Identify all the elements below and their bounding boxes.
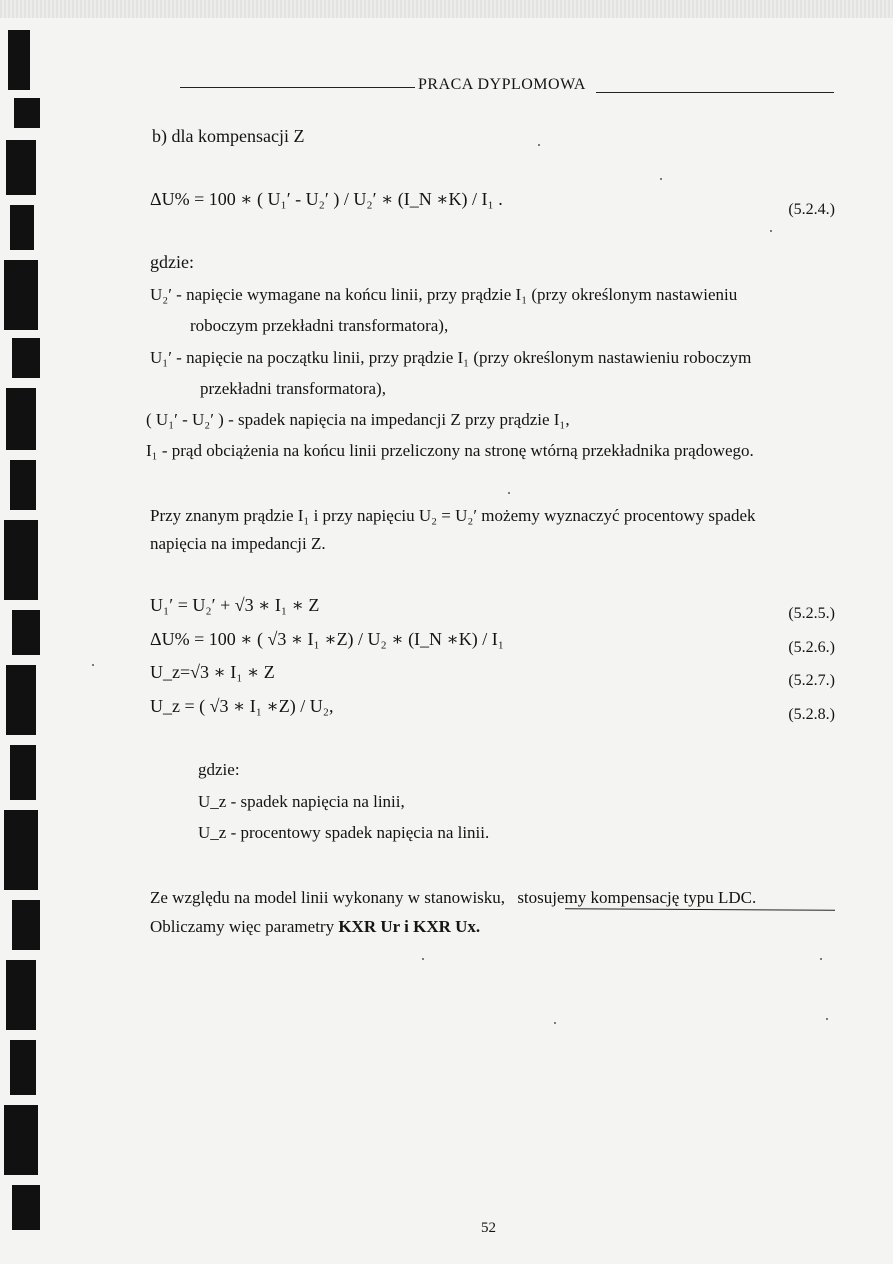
- formula-5-2-7: U_z=√3 ∗ I₁ ∗ Z: [150, 662, 275, 682]
- scan-speck: [538, 144, 540, 146]
- scan-speck: [92, 664, 94, 666]
- paragraph-text: Ze względu na model linii wykonany w stanowisku,: [150, 888, 506, 907]
- paragraph-text: Obliczamy więc parametry: [150, 917, 339, 936]
- binding-holes-strip: [0, 20, 52, 1250]
- formula-number-5-2-5: (5.2.5.): [788, 605, 835, 622]
- formula-5-2-6: ΔU% = 100 ∗ ( √3 ∗ I₁ ∗Z) / U₂ ∗ (I_N ∗K) / I₁: [150, 629, 505, 649]
- formula-5-2-5: U₁′ = U₂′ + √3 ∗ I₁ ∗ Z: [150, 595, 320, 615]
- paragraph-line: napięcia na impedancji Z.: [150, 534, 326, 553]
- scan-speck: [826, 1018, 828, 1020]
- scan-speck: [554, 1022, 556, 1024]
- scan-speck: [422, 958, 424, 960]
- where-item: ( U₁′ - U₂′ ) - spadek napięcia na impedancji Z przy prądzie I₁,: [146, 410, 570, 429]
- scan-speck: [820, 958, 822, 960]
- paragraph-line: [150, 917, 480, 937]
- formula-5-2-4: ΔU% = 100 ∗ ( U₁′ - U₂′ ) / U₂′ ∗ (I_N ∗K) / I₁ .: [150, 189, 503, 209]
- scan-speck: [770, 230, 772, 232]
- where-item: roboczym przekładni transformatora),: [190, 316, 449, 335]
- underline-rule: [565, 908, 835, 910]
- formula-number-5-2-4: (5.2.4.): [788, 201, 835, 218]
- scan-top-band: [0, 0, 893, 18]
- scan-speck: [508, 492, 510, 494]
- formula-number-5-2-7: (5.2.7.): [788, 672, 835, 689]
- header-rule-right: [596, 92, 834, 93]
- where-item: I₁ - prąd obciążenia na końcu linii przeliczony na stronę wtórną przekładnika prądowego.: [146, 441, 754, 460]
- where-item: przekładni transformatora),: [200, 379, 386, 398]
- paragraph-line: [150, 888, 756, 908]
- where-item-2: U_z - procentowy spadek napięcia na linii.: [198, 823, 490, 842]
- underlined-text: stosujemy kompensację typu LDC.: [517, 888, 757, 907]
- where-item-2: U_z - spadek napięcia na linii,: [198, 792, 405, 811]
- page-number: 52: [481, 1220, 496, 1236]
- where-label-2: gdzie:: [198, 760, 240, 779]
- where-label: gdzie:: [150, 252, 194, 272]
- where-item: U₂′ - napięcie wymagane na końcu linii, przy prądzie I₁ (przy określonym nastawieniu: [150, 285, 738, 304]
- header-rule-left: [180, 87, 415, 88]
- formula-number-5-2-6: (5.2.6.): [788, 639, 835, 656]
- formula-5-2-8: U_z = ( √3 ∗ I₁ ∗Z) / U₂,: [150, 696, 334, 716]
- formula-number-5-2-8: (5.2.8.): [788, 706, 835, 723]
- bold-parameters: KXR Ur i KXR Ux.: [338, 917, 481, 936]
- header-title: PRACA DYPLOMOWA: [418, 76, 586, 93]
- section-heading: b) dla kompensacji Z: [152, 126, 305, 146]
- scan-speck: [660, 178, 662, 180]
- paragraph-line: Przy znanym prądzie I₁ i przy napięciu U₂ = U₂′ możemy wyznaczyć procentowy spadek: [150, 506, 756, 525]
- where-item: U₁′ - napięcie na początku linii, przy prądzie I₁ (przy określonym nastawieniu roboczym: [150, 348, 752, 367]
